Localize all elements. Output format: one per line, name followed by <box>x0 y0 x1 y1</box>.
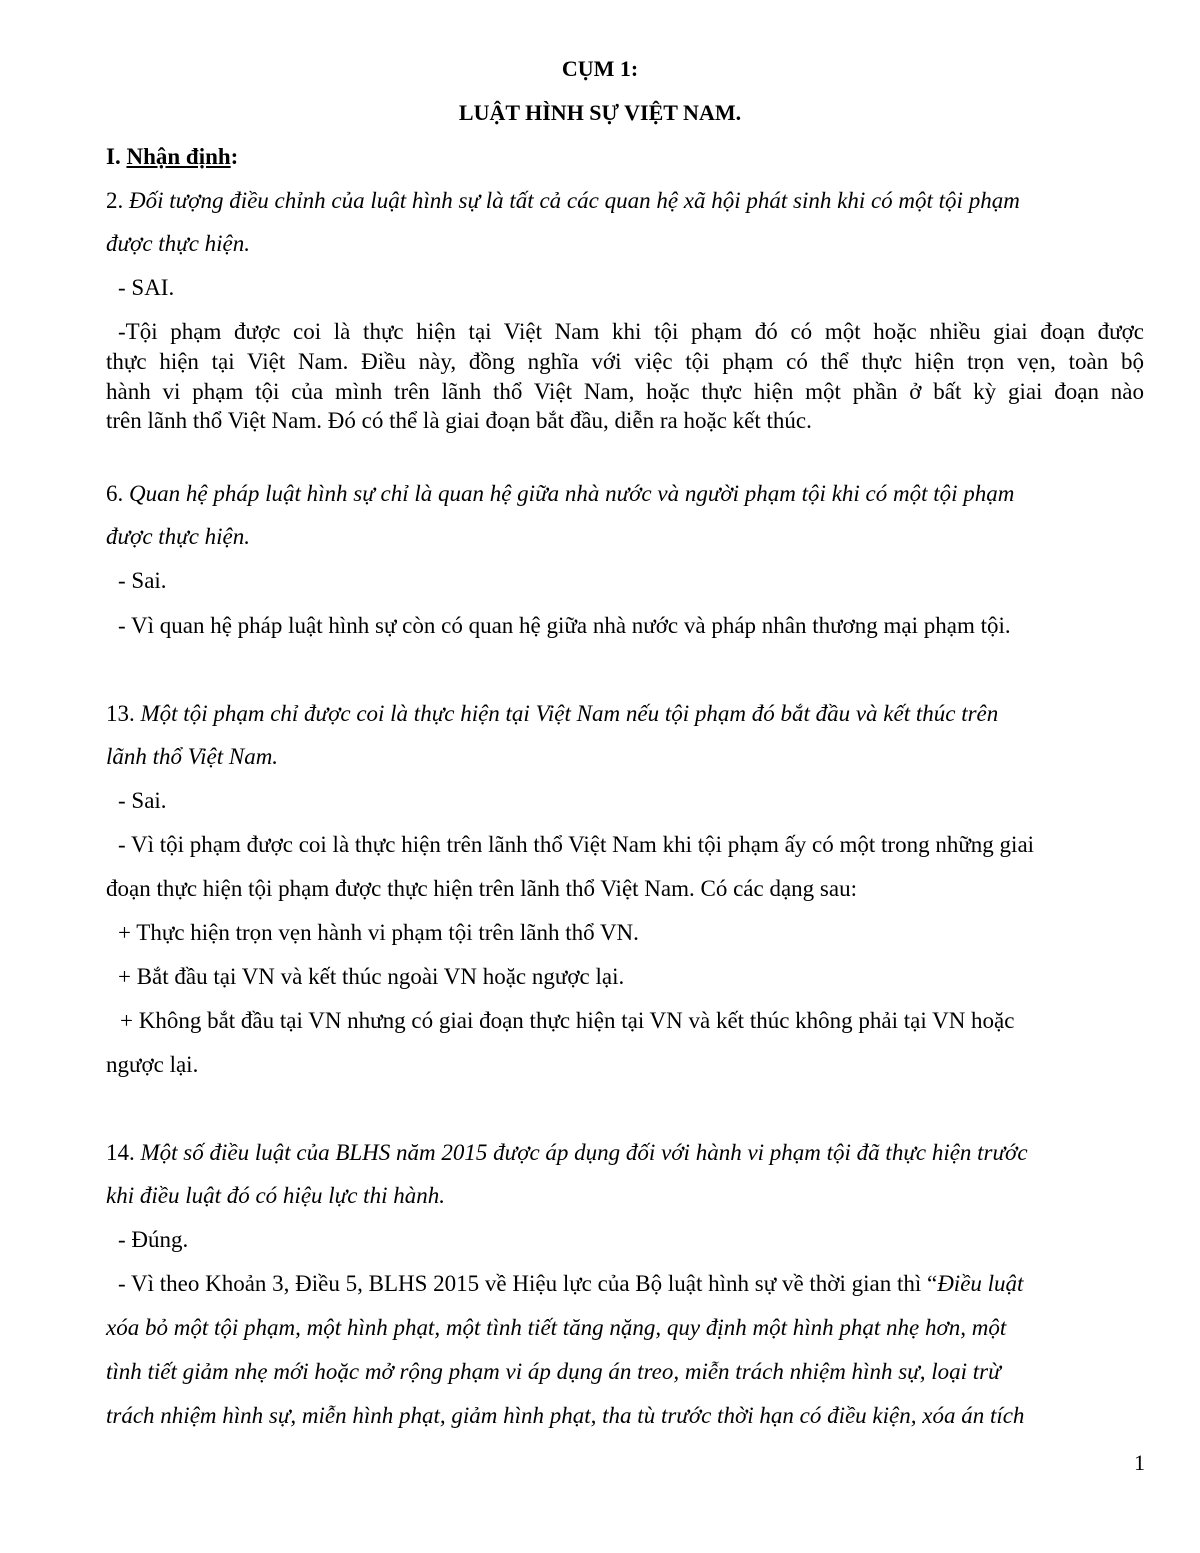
q2-exp-l1: -Tội phạm được coi là thực hiện tại Việt Nam khi tội phạm đó có một hoặc nhiều giai đoạn được <box>118 319 1144 344</box>
doc-title-cluster: CỤM 1: <box>561 56 639 81</box>
q13-answer: - Sai. <box>118 788 167 813</box>
q2-explanation-line4: trên lãnh thổ Việt Nam. Đó có thể là giai đoạn bắt đầu, diễn ra hoặc kết thúc. <box>106 408 812 433</box>
section-name: Nhận định <box>126 144 231 169</box>
q14-statement-line1 <box>106 1138 1028 1168</box>
q13-text: Một tội phạm chỉ được coi là thực hiện tại Việt Nam nếu tội phạm đó bắt đầu và kết thúc trên <box>140 701 999 726</box>
q14-number: 14. <box>106 1140 135 1165</box>
page-number: 1 <box>1134 1450 1145 1475</box>
q13-bullet-1: + Thực hiện trọn vẹn hành vi phạm tội trên lãnh thổ VN. <box>118 920 639 945</box>
q13-statement-line2: lãnh thổ Việt Nam. <box>106 744 279 769</box>
q14-explanation-line1 <box>118 1269 1023 1299</box>
section-colon: : <box>230 144 239 169</box>
q14-explanation-line4: trách nhiệm hình sự, miễn hình phạt, giảm hình phạt, tha tù trước thời hạn có điều kiện, xóa án tích <box>106 1403 1025 1428</box>
q2-text: Đối tượng điều chỉnh của luật hình sự là tất cả các quan hệ xã hội phát sinh khi có một tội phạm <box>129 188 1020 213</box>
q13-statement-line1 <box>106 699 998 729</box>
q14-explanation-line3: tình tiết giảm nhẹ mới hoặc mở rộng phạm vi áp dụng án treo, miễn trách nhiệm hình sự, loại trừ <box>106 1359 1001 1384</box>
q2-answer: - SAI. <box>118 275 175 300</box>
q6-statement-line2: được thực hiện. <box>106 524 251 549</box>
doc-title-subject: LUẬT HÌNH SỰ VIỆT NAM. <box>458 100 742 125</box>
q13-explanation-line1: - Vì tội phạm được coi là thực hiện trên lãnh thổ Việt Nam khi tội phạm ấy có một trong những giai <box>118 832 1035 857</box>
q2-explanation-line1 <box>106 317 1144 347</box>
q2-statement-line1 <box>106 186 1020 216</box>
q2-number: 2. <box>106 188 124 213</box>
q2-statement-line2: được thực hiện. <box>106 231 251 256</box>
section-number: I. <box>106 144 121 169</box>
q13-number: 13. <box>106 701 135 726</box>
q13-bullet-3-line1: + Không bắt đầu tại VN nhưng có giai đoạn thực hiện tại VN và kết thúc không phải tại VN hoặc <box>120 1008 1015 1033</box>
q14-explanation-line2: xóa bỏ một tội phạm, một hình phạt, một tình tiết tăng nặng, quy định một hình phạt nhẹ hơn, một <box>106 1315 1007 1340</box>
q2-explanation-line3: hành vi phạm tội của mình trên lãnh thổ Việt Nam, hoặc thực hiện một phần ở bất kỳ giai đoạn nào <box>106 379 1144 404</box>
q13-bullet-2: + Bắt đầu tại VN và kết thúc ngoài VN hoặc ngược lại. <box>118 964 625 989</box>
q6-text: Quan hệ pháp luật hình sự chỉ là quan hệ giữa nhà nước và người phạm tội khi có một tội phạm <box>129 481 1015 506</box>
q14-text: Một số điều luật của BLHS năm 2015 được áp dụng đối với hành vi phạm tội đã thực hiện trước <box>140 1140 1028 1165</box>
q13-bullet-3-line2: ngược lại. <box>106 1052 199 1077</box>
q6-statement-line1 <box>106 479 1014 509</box>
section-heading <box>106 142 238 172</box>
q2-explanation-line2: thực hiện tại Việt Nam. Điều này, đồng nghĩa với việc tội phạm có thể thực hiện trọn vẹn, toàn bộ <box>106 349 1144 374</box>
q6-number: 6. <box>106 481 124 506</box>
q14-exp-l1-plain: - Vì theo Khoản 3, Điều 5, BLHS 2015 về Hiệu lực của Bộ luật hình sự về thời gian thì “ <box>118 1271 938 1296</box>
q14-answer: - Đúng. <box>118 1227 189 1252</box>
q13-explanation-line2: đoạn thực hiện tội phạm được thực hiện trên lãnh thổ Việt Nam. Có các dạng sau: <box>106 876 857 901</box>
q14-statement-line2: khi điều luật đó có hiệu lực thi hành. <box>106 1183 445 1208</box>
q14-exp-l1-quote: Điều luật <box>937 1271 1024 1296</box>
q6-answer: - Sai. <box>118 568 167 593</box>
q6-explanation-line1: - Vì quan hệ pháp luật hình sự còn có quan hệ giữa nhà nước và pháp nhân thương mại phạm tội. <box>118 613 1011 638</box>
